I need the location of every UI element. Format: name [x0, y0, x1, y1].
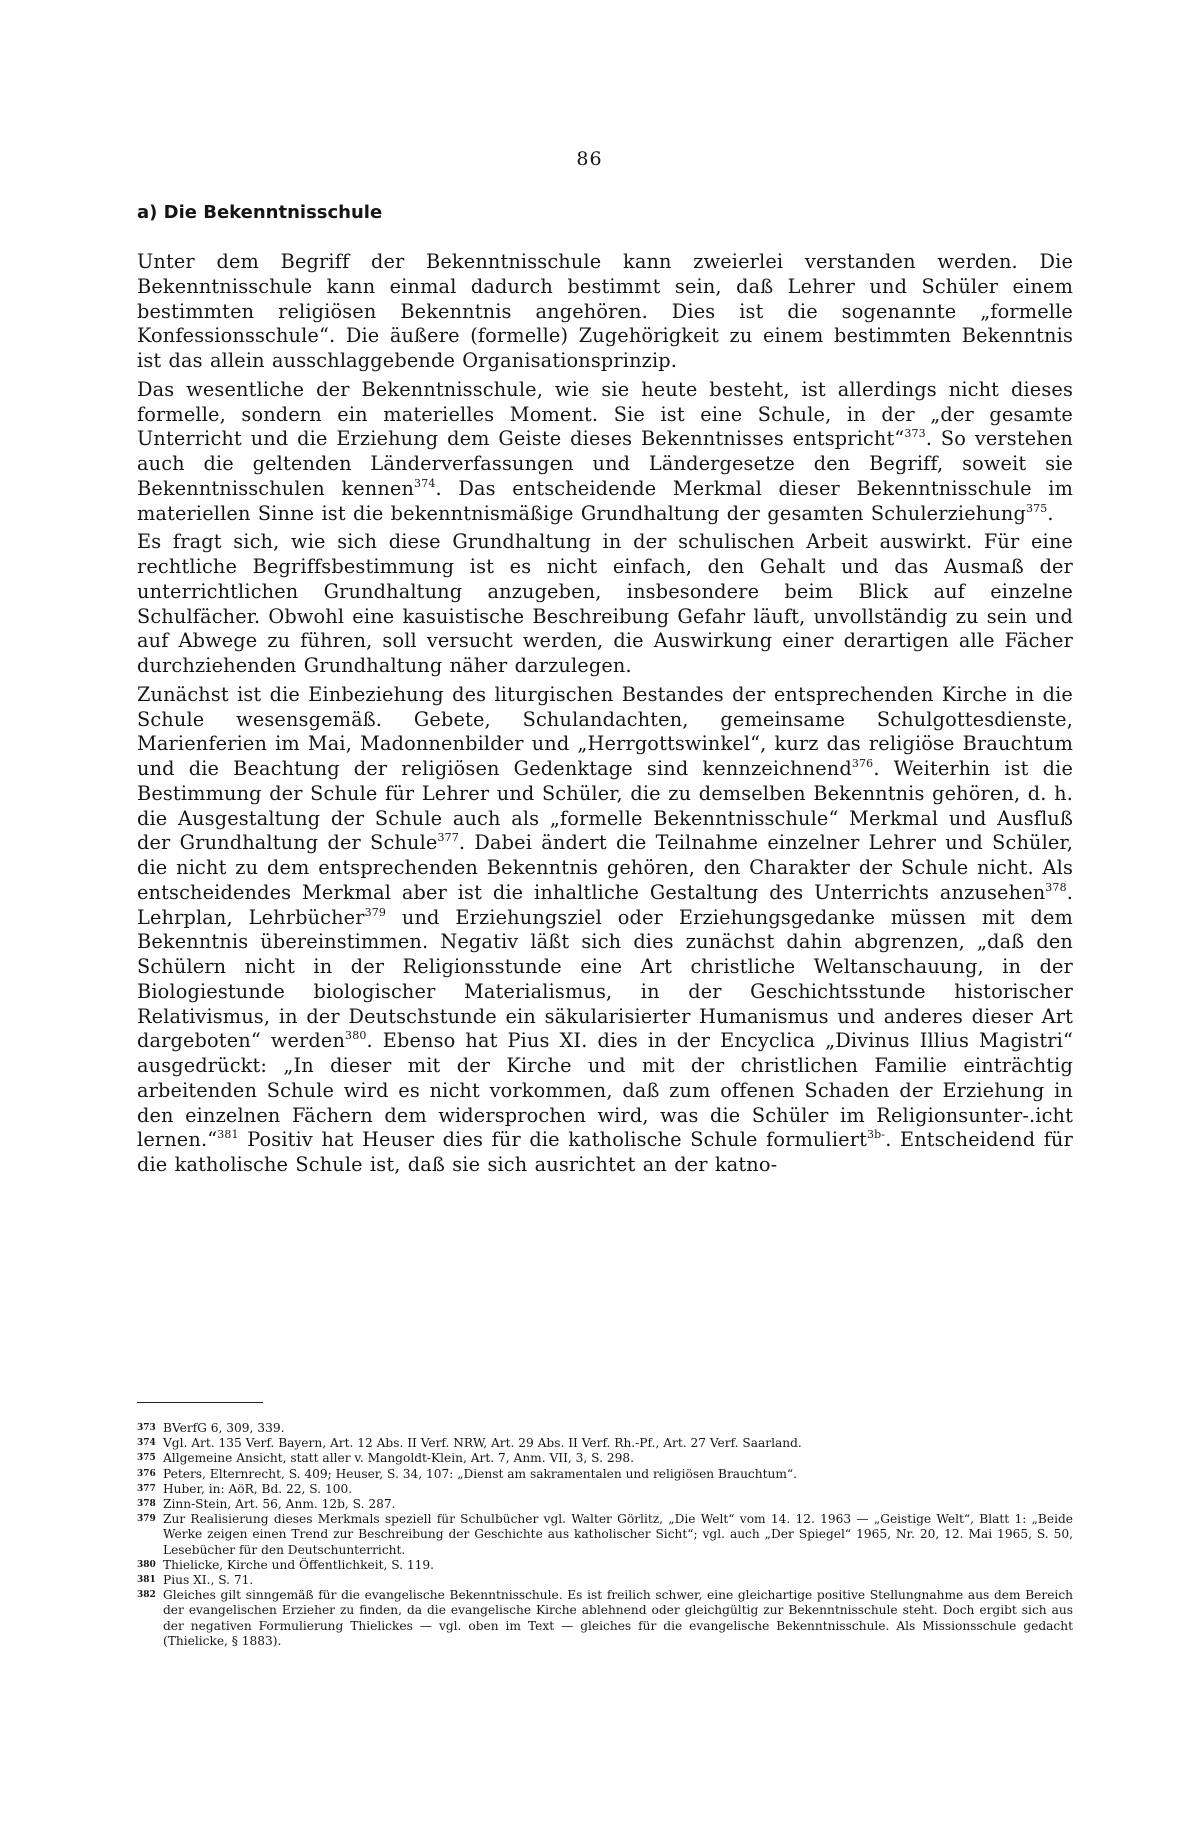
footnote-number: 374 — [137, 1438, 156, 1449]
text-run: Das wesentliche der Bekenntnisschule, wie sie heute besteht, ist allerdings nicht dieses formelle, sondern ein materielles Moment. Sie ist eine Schule, in der „der gesamte Unterricht und die Erziehung dem Geiste dieses Bekenntnisses entspricht“ — [137, 377, 1073, 451]
footnote-ref: 373 — [904, 427, 926, 441]
text-run: . Dabei ändert die Teilnahme einzelner Lehrer und Schüler, die nicht zu dem entsprechenden Bekenntnis gehören, den Charakter der Schule nicht. Als entscheidendes Merkmal aber ist die inhaltliche Gestaltung des Unterrichts anzusehen — [137, 831, 1073, 904]
text-run: . — [1047, 501, 1054, 525]
body-text — [137, 250, 1073, 1182]
footnote — [137, 1467, 1073, 1482]
text-run: . Weiterhin ist die Bestimmung der Schule für Lehrer und Schüler, die zu demselben Bekenntnis gehören, d. h. die Ausgestaltung der Schule auch als „formelle Bekenntnisschule“ Merkmal und Ausfluß der Grundhaltung der Schule — [137, 757, 1074, 855]
footnote-number: 375 — [137, 1453, 156, 1464]
footnote — [137, 1573, 1073, 1588]
text-run: Zunächst ist die Einbeziehung des liturgischen Bestandes der entsprechenden Kirche in die Schule wesensgemäß. Gebete, Schulandachten, gemeinsame Schulgottesdienste, Marienferien im Mai, Madonnenbilder und „Herrgottswinkel“, kurz das religiöse Brauchtum und die Beachtung der religiösen Gedenktage sind kennzeichnend — [137, 682, 1073, 780]
paragraph — [137, 683, 1073, 1178]
footnote — [137, 1497, 1073, 1512]
footnote — [137, 1421, 1073, 1436]
text-run: Positiv hat Heuser dies für die katholische Schule formuliert — [238, 1128, 867, 1152]
paragraph: Unter dem Begriff der Bekenntnisschule kann zweierlei verstanden werden. Die Bekenntnisschule kann einmal dadurch bestimmt sein, daß Lehrer und Schüler einem bestimmten religiösen Bekenntnis angehören. Dies ist die sogenannte „formelle Konfessionsschule“. Die äußere (formelle) Zugehörigkeit zu einem bestimmten Bekenntnis ist das allein ausschlaggebende Organisationsprinzip. — [137, 250, 1073, 372]
footnote-number: 373 — [137, 1423, 156, 1433]
footnote-number: 381 — [137, 1575, 156, 1586]
footnote-number: 377 — [137, 1483, 156, 1494]
footnote-text: Thielicke, Kirche und Öffentlichkeit, S. 119. — [163, 1557, 435, 1572]
footnote-number: 379 — [137, 1514, 156, 1525]
footnote-ref: 377 — [437, 831, 459, 845]
footnote-text: Gleiches gilt sinngemäß für die evangelische Bekenntnisschule. Es ist freilich schwer, eine gleichartige positive Stellungnahme aus dem Bereich der evangelischen Erzieher zu finden, da die evangelische Kirche ablehnend oder gleichgültig zur Bekenntnisschule steht. Doch ergibt sich aus der negativen Formulierung Thielickes — vgl. oben im Text — gleiches für die evangelische Bekenntnisschule. Als Missionsschule gedacht (Thielicke, § 1883). — [163, 1588, 1073, 1648]
text-run: . Entscheidend für die katholische Schule ist, daß sie sich ausrichtet an der katno- — [137, 1128, 1073, 1176]
footnote-number: 382 — [137, 1590, 156, 1601]
footnote-text: Zinn-Stein, Art. 56, Anm. 12b, S. 287. — [163, 1497, 396, 1512]
footnote — [137, 1588, 1073, 1649]
text-run: . Lehrplan, Lehrbücher — [137, 880, 1073, 929]
text-run: . So verstehen auch die geltenden Länderverfassungen und Ländergesetze den Begriff, soweit sie Bekenntnisschulen kennen — [137, 427, 1074, 500]
footnote-text: Zur Realisierung dieses Merkmals speziell für Schulbücher vgl. Walter Görlitz, „Die Welt“ vom 14. 12. 1963 — „Geistige Welt“, Blatt 1: „Beide Werke zeigen einen Trend zur Beschreibung der Geschichte aus katholischer Sicht“; vgl. auch „Der Spiegel“ 1965, Nr. 20, 12. Mai 1965, S. 50, Lesebücher für den Deutschunterricht. — [163, 1512, 1073, 1557]
footnote-ref: 380 — [345, 1029, 367, 1043]
text-run: und Erziehungsziel oder Erziehungsgedanke müssen mit dem Bekenntnis übereinstimmen. Negativ läßt sich dies zunächst dahin abgrenzen, „daß den Schülern nicht in der Religionsstunde eine Art christliche Weltanschauung, in der Biologiestunde biologischer Materialismus, in der Geschichtsstunde historischer Relativismus, in der Deutschstunde ein säkularisierter Humanismus und anderes dieser Art dargeboten“ werden — [137, 905, 1073, 1053]
footnote — [137, 1558, 1073, 1573]
text-run: . Ebenso hat Pius XI. dies in der Encyclica „Divinus Illius Magistri“ ausgedrückt: „In dieser mit der Kirche und mit der christlichen Familie einträchtig arbeitenden Schule wird es nicht vorkommen, daß zum offenen Schaden der Erziehung in den einzelnen Fächern dem widersprochen wird, was die Schüler im Religionsunter-.icht lernen.“ — [137, 1029, 1073, 1152]
footnote — [137, 1451, 1073, 1466]
footnote-text: Allgemeine Ansicht, statt aller v. Mangoldt-Klein, Art. 7, Anm. VII, 3, S. 298. — [163, 1451, 634, 1466]
footnote — [137, 1512, 1073, 1558]
footnote-ref: 374 — [414, 476, 436, 490]
footnote-text: Peters, Elternrecht, S. 409; Heuser, S. 34, 107: „Dienst am sakramentalen und religiösen Brauchtum“. — [163, 1466, 797, 1481]
footnote — [137, 1436, 1073, 1451]
footnote-ref: 378 — [1045, 880, 1067, 894]
footnote-ref: 376 — [851, 757, 874, 770]
footnote-number: 376 — [137, 1468, 156, 1479]
footnote-text: Pius XI., S. 71. — [163, 1573, 254, 1588]
footnote-ref: 375 — [1025, 501, 1048, 515]
footnote-divider — [137, 1402, 263, 1403]
footnote-ref: 3b- — [866, 1128, 886, 1142]
section-heading: a) Die Bekenntnisschule — [137, 202, 383, 223]
text-run: . Das entscheidende Merkmal dieser Bekenntnisschule im materiellen Sinne ist die bekenntnismäßige Grundhaltung der gesamten Schulerziehung — [137, 476, 1074, 525]
footnote-number: 380 — [137, 1559, 156, 1570]
paragraph: Es fragt sich, wie sich diese Grundhaltung in der schulischen Arbeit auswirkt. Für eine rechtliche Begriffsbestimmung ist es nicht einfach, den Gehalt und das Ausmaß der unterrichtlichen Grundhaltung anzugeben, insbesondere beim Blick auf einzelne Schulfächer. Obwohl eine kasuistische Beschreibung Gefahr läuft, unvollständig zu sein und auf Abwege zu führen, soll versucht werden, die Auswirkung einer derartigen alle Fächer durchziehenden Grundhaltung näher darzulegen. — [137, 530, 1073, 677]
footnote-text: BVerfG 6, 309, 339. — [163, 1421, 285, 1435]
footnote-ref: 379 — [364, 905, 387, 919]
page-number: 86 — [576, 148, 603, 170]
footnote-text: Vgl. Art. 135 Verf. Bayern, Art. 12 Abs. II Verf. NRW, Art. 29 Abs. II Verf. Rh.-Pf., Art. 27 Verf. Saarland. — [163, 1436, 802, 1451]
footnote-ref: 381 — [217, 1128, 239, 1142]
footnotes — [137, 1421, 1073, 1649]
paragraph — [137, 378, 1073, 527]
footnote — [137, 1482, 1073, 1497]
footnote-number: 378 — [137, 1499, 156, 1510]
footnote-text: Huber, in: AöR, Bd. 22, S. 100. — [163, 1481, 353, 1496]
